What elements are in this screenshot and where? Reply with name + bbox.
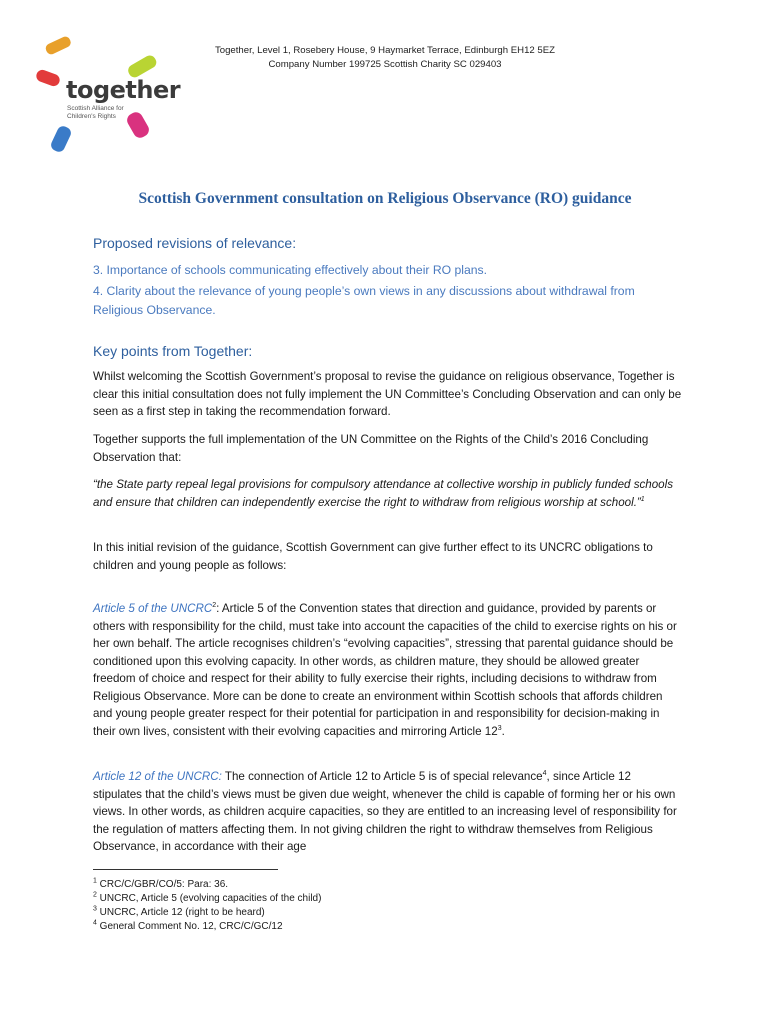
key-points-paragraph: Together supports the full implementation of the UN Committee on the Rights of the Child’s 2016 Concluding Observation that: — [93, 433, 649, 464]
footnote: $^1$ CRC/C/GBR/CO/5: Para: 36. — [93, 877, 229, 890]
revision-item: 3. Importance of schools communicating effectively about their RO plans. — [93, 263, 488, 277]
concluding-observation-quote — [93, 476, 683, 511]
footnote-ref: 3 — [497, 724, 502, 732]
key-points-paragraph: Whilst welcoming the Scottish Government’s proposal to revise the guidance on religious observance, Together is clear this initial consultation does not fully implement the UN Committee’s Concluding Observation and can only be seen as a first step in taking the recommendation forward. — [93, 370, 682, 418]
organisation-address: Together, Level 1, Rosebery House, 9 Haymarket Terrace, Edinburgh EH12 5EZ — [214, 45, 556, 56]
article-5-paragraph: Article 5 of the UNCRC$^2$: Article 5 of the Convention states that direction and guidance, provided by parents or others with responsibility for the child, must take into account the capacities of the child to exercise rights on his or her own behalf. The article recognises children’s “evolving capacities”, stressing that parental guidance should be conditioned upon this evolving capacity. In other words, as children mature, they should be allowed greater freedom of choice and respect for their ability to fully exercise their rights, including decisions to withdraw from Religious Observance. More can be done to create an environment within Scottish schools that affords children and young people greater respect for their potential for participation in and responsibility for decision-making in their own lives, consistent with their evolving capacities and mirroring Article $12^3$. — [93, 602, 677, 738]
revision-item: 4. Clarity about the relevance of young people’s own views in any discussions about withdrawal from Religious Observance. — [93, 284, 635, 317]
document-title: Scottish Government consultation on Religious Observance (RO) guidance — [138, 190, 632, 207]
footnote: $^2$ UNCRC, Article 5 (evolving capacities of the child) — [93, 891, 322, 904]
article-12-label: Article 12 of the UNCRC: — [93, 770, 222, 783]
quote-text: “the State party repeal legal provisions for compulsory attendance at collective worship in publicly funded schools and ensure that children can independently exercise the right to withdraw from religious worship at school.” — [93, 478, 673, 509]
footnote-divider — [93, 869, 278, 870]
footnote-ref: 4 — [542, 770, 547, 778]
together-logo — [30, 30, 181, 155]
article-5-label: Article 5 of the UNCRC — [93, 602, 213, 615]
footnote-ref: 1 — [640, 495, 645, 503]
article-12-paragraph: Article 12 of the UNCRC: The connection of Article 12 to Article 5 is of special relevance$^4$, since Article 12 stipulates that the child’s views must be given due weight, whenever the child is capable of forming her or his own views. In other words, as children acquire capacities, so they are entitled to an increasing level of responsibility for the regulation of matters affecting them. In not giving children the right to withdraw themselves from Religious Observance, in accordance with their age — [93, 770, 677, 853]
key-points-heading: Key points from Together: — [93, 343, 253, 359]
article-12-text: The connection of Article 12 to Article 5 is of special relevance — [221, 770, 543, 783]
organisation-registration: Company Number 199725 Scottish Charity SC 029403 — [268, 59, 502, 70]
key-points-paragraph: In this initial revision of the guidance, Scottish Government can give further effect to its UNCRC obligations to children and young people as follows: — [93, 541, 653, 572]
logo-wordmark: together — [66, 76, 181, 104]
organisation-details — [170, 44, 600, 72]
logo-tagline: Scottish Alliance for Children's Rights — [67, 105, 124, 120]
footnote: $^3$ UNCRC, Article 12 (right to be heard) — [93, 905, 265, 918]
footnote-ref: 2 — [212, 602, 217, 610]
article-5-text: : Article 5 of the Convention states that direction and guidance, provided by parents or others with responsibility for the child, must take into account the capacities of the child to exercise rights on his or her own behalf. The article recognises children’s “evolving capacities”, stressing that parental guidance should be conditioned upon this evolving capacity. In other words, as children mature, they should be allowed greater freedom of choice and respect for their ability to fully exercise their rights, including decisions to withdraw from Religious Observance. More can be done to create an environment within Scottish schools that affords children and young people greater respect for their potential for participation in and responsibility for decision-making in their own lives, consistent with their evolving capacities and mirroring Article 12 — [93, 602, 677, 738]
footnote: $^4$ General Comment No. 12, CRC/C/GC/12 — [93, 919, 283, 932]
revisions-heading: Proposed revisions of relevance: — [93, 235, 297, 251]
